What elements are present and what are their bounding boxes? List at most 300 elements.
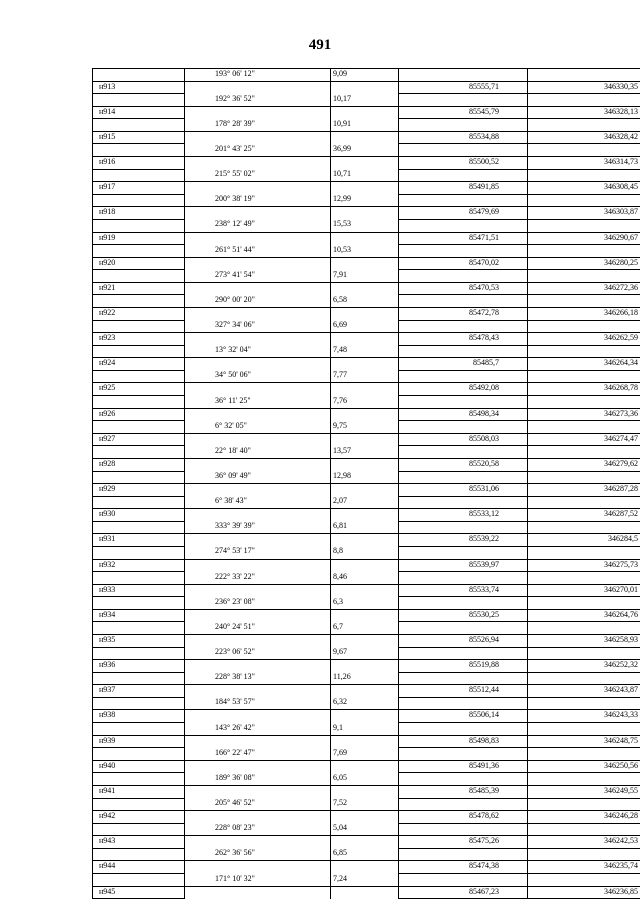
distance-cell: 9,1 xyxy=(331,723,399,736)
angle-cell: 143° 26' 42" xyxy=(185,723,331,736)
angle-cell: 184° 53' 57" xyxy=(185,697,331,710)
y-cell: 346280,25 xyxy=(528,257,640,270)
x-cell: 85539,22 xyxy=(399,534,528,547)
x-cell xyxy=(399,672,528,685)
point-cell: н942 xyxy=(93,811,185,824)
table-row xyxy=(93,811,640,824)
x-cell xyxy=(399,94,528,107)
distance-cell: 6,85 xyxy=(331,848,399,861)
y-cell: 346270,01 xyxy=(528,584,640,597)
table-row xyxy=(93,194,640,207)
angle-cell xyxy=(185,609,331,622)
table-row xyxy=(93,282,640,295)
angle-cell xyxy=(185,307,331,320)
point-cell: н937 xyxy=(93,685,185,698)
distance-cell: 10,53 xyxy=(331,245,399,258)
table-row xyxy=(93,471,640,484)
distance-cell xyxy=(331,861,399,874)
y-cell xyxy=(528,270,640,283)
table-row xyxy=(93,370,640,383)
table-row xyxy=(93,182,640,195)
table-row xyxy=(93,144,640,157)
y-cell: 346279,62 xyxy=(528,458,640,471)
table-row xyxy=(93,333,640,346)
table-row xyxy=(93,446,640,459)
y-cell: 346284,5 xyxy=(528,534,640,547)
y-cell: 346272,36 xyxy=(528,282,640,295)
distance-cell: 10,71 xyxy=(331,169,399,182)
distance-cell xyxy=(331,458,399,471)
table-row xyxy=(93,798,640,811)
x-cell xyxy=(399,119,528,132)
point-cell xyxy=(93,270,185,283)
point-cell xyxy=(93,798,185,811)
x-cell: 85498,34 xyxy=(399,408,528,421)
table-row xyxy=(93,723,640,736)
distance-cell xyxy=(331,257,399,270)
point-cell: н920 xyxy=(93,257,185,270)
x-cell: 85467,23 xyxy=(399,886,528,899)
point-cell xyxy=(93,94,185,107)
x-cell xyxy=(399,471,528,484)
x-cell: 85470,02 xyxy=(399,257,528,270)
distance-cell xyxy=(331,735,399,748)
point-cell xyxy=(93,723,185,736)
angle-cell xyxy=(185,106,331,119)
y-cell: 346258,93 xyxy=(528,635,640,648)
x-cell: 85491,85 xyxy=(399,182,528,195)
point-cell: н932 xyxy=(93,559,185,572)
point-cell: н928 xyxy=(93,458,185,471)
table-row xyxy=(93,773,640,786)
distance-cell xyxy=(331,207,399,220)
angle-cell: 13° 32' 04" xyxy=(185,345,331,358)
x-cell xyxy=(399,546,528,559)
distance-cell: 7,24 xyxy=(331,874,399,887)
angle-cell xyxy=(185,232,331,245)
x-cell xyxy=(399,69,528,82)
angle-cell: 22° 18' 40" xyxy=(185,446,331,459)
y-cell xyxy=(528,446,640,459)
point-cell xyxy=(93,169,185,182)
angle-cell xyxy=(185,534,331,547)
table-row xyxy=(93,131,640,144)
x-cell xyxy=(399,320,528,333)
table-row xyxy=(93,685,640,698)
distance-cell xyxy=(331,333,399,346)
point-cell: н934 xyxy=(93,609,185,622)
x-cell xyxy=(399,723,528,736)
x-cell xyxy=(399,169,528,182)
angle-cell: 236° 23' 08" xyxy=(185,597,331,610)
y-cell xyxy=(528,748,640,761)
x-cell: 85492,08 xyxy=(399,383,528,396)
y-cell: 346249,55 xyxy=(528,785,640,798)
x-cell: 85526,94 xyxy=(399,635,528,648)
y-cell xyxy=(528,622,640,635)
angle-cell xyxy=(185,710,331,723)
y-cell xyxy=(528,521,640,534)
distance-cell: 9,75 xyxy=(331,421,399,434)
angle-cell xyxy=(185,735,331,748)
y-cell: 346268,78 xyxy=(528,383,640,396)
angle-cell: 274° 53' 17" xyxy=(185,546,331,559)
x-cell xyxy=(399,622,528,635)
table-row xyxy=(93,383,640,396)
angle-cell xyxy=(185,458,331,471)
table-row xyxy=(93,534,640,547)
y-cell: 346242,53 xyxy=(528,836,640,849)
angle-cell xyxy=(185,207,331,220)
y-cell xyxy=(528,723,640,736)
y-cell: 346264,34 xyxy=(528,358,640,371)
distance-cell: 13,57 xyxy=(331,446,399,459)
x-cell: 85478,62 xyxy=(399,811,528,824)
table-row xyxy=(93,710,640,723)
x-cell: 85491,36 xyxy=(399,760,528,773)
point-cell xyxy=(93,370,185,383)
table-row xyxy=(93,697,640,710)
distance-cell: 6,3 xyxy=(331,597,399,610)
y-cell: 346328,42 xyxy=(528,131,640,144)
y-cell xyxy=(528,874,640,887)
x-cell xyxy=(399,572,528,585)
distance-cell xyxy=(331,182,399,195)
angle-cell xyxy=(185,358,331,371)
table-row xyxy=(93,546,640,559)
x-cell: 85471,51 xyxy=(399,232,528,245)
distance-cell xyxy=(331,383,399,396)
table-row xyxy=(93,836,640,849)
y-cell xyxy=(528,219,640,232)
point-cell xyxy=(93,119,185,132)
angle-cell xyxy=(185,861,331,874)
angle-cell xyxy=(185,408,331,421)
point-cell: н927 xyxy=(93,433,185,446)
y-cell xyxy=(528,245,640,258)
point-cell: н918 xyxy=(93,207,185,220)
table-row xyxy=(93,572,640,585)
angle-cell xyxy=(185,660,331,673)
distance-cell: 8,8 xyxy=(331,546,399,559)
table-row xyxy=(93,496,640,509)
table-row xyxy=(93,584,640,597)
point-cell: н924 xyxy=(93,358,185,371)
distance-cell xyxy=(331,635,399,648)
distance-cell xyxy=(331,559,399,572)
point-cell xyxy=(93,496,185,509)
distance-cell: 10,17 xyxy=(331,94,399,107)
point-cell xyxy=(93,446,185,459)
table-row xyxy=(93,69,640,82)
distance-cell xyxy=(331,509,399,522)
x-cell xyxy=(399,848,528,861)
distance-cell: 11,26 xyxy=(331,672,399,685)
x-cell xyxy=(399,874,528,887)
y-cell xyxy=(528,546,640,559)
table-row xyxy=(93,270,640,283)
y-cell xyxy=(528,848,640,861)
table-row xyxy=(93,358,640,371)
y-cell: 346274,47 xyxy=(528,433,640,446)
y-cell xyxy=(528,471,640,484)
x-cell: 85506,14 xyxy=(399,710,528,723)
table-row xyxy=(93,320,640,333)
angle-cell xyxy=(185,333,331,346)
angle-cell xyxy=(185,785,331,798)
distance-cell: 6,58 xyxy=(331,295,399,308)
y-cell xyxy=(528,194,640,207)
point-cell: н938 xyxy=(93,710,185,723)
table-row xyxy=(93,219,640,232)
point-cell: н931 xyxy=(93,534,185,547)
point-cell: н916 xyxy=(93,157,185,170)
point-cell: н926 xyxy=(93,408,185,421)
angle-cell: 36° 09' 49" xyxy=(185,471,331,484)
point-cell: н929 xyxy=(93,484,185,497)
x-cell: 85519,88 xyxy=(399,660,528,673)
x-cell: 85520,58 xyxy=(399,458,528,471)
distance-cell: 6,7 xyxy=(331,622,399,635)
page-number: 491 xyxy=(308,37,332,53)
point-cell xyxy=(93,345,185,358)
y-cell: 346248,75 xyxy=(528,735,640,748)
y-cell xyxy=(528,823,640,836)
angle-cell: 166° 22' 47" xyxy=(185,748,331,761)
point-cell: н919 xyxy=(93,232,185,245)
distance-cell xyxy=(331,131,399,144)
angle-cell: 290° 00' 20" xyxy=(185,295,331,308)
angle-cell xyxy=(185,131,331,144)
angle-cell xyxy=(185,836,331,849)
point-cell xyxy=(93,672,185,685)
y-cell xyxy=(528,496,640,509)
point-cell xyxy=(93,572,185,585)
table-row xyxy=(93,257,640,270)
distance-cell xyxy=(331,106,399,119)
y-cell: 346246,28 xyxy=(528,811,640,824)
point-cell: н945 xyxy=(93,886,185,899)
y-cell xyxy=(528,345,640,358)
angle-cell xyxy=(185,383,331,396)
y-cell xyxy=(528,144,640,157)
point-cell xyxy=(93,396,185,409)
angle-cell xyxy=(185,182,331,195)
distance-cell xyxy=(331,584,399,597)
y-cell xyxy=(528,672,640,685)
x-cell: 85500,52 xyxy=(399,157,528,170)
table-row xyxy=(93,345,640,358)
table-row xyxy=(93,748,640,761)
y-cell xyxy=(528,421,640,434)
angle-cell xyxy=(185,509,331,522)
y-cell: 346243,33 xyxy=(528,710,640,723)
table-row xyxy=(93,484,640,497)
y-cell xyxy=(528,697,640,710)
angle-cell: 327° 34' 06" xyxy=(185,320,331,333)
distance-cell xyxy=(331,836,399,849)
x-cell xyxy=(399,496,528,509)
table-row xyxy=(93,458,640,471)
table-row xyxy=(93,119,640,132)
point-cell xyxy=(93,521,185,534)
distance-cell xyxy=(331,609,399,622)
table-row xyxy=(93,245,640,258)
point-cell: н925 xyxy=(93,383,185,396)
angle-cell xyxy=(185,559,331,572)
distance-cell: 12,98 xyxy=(331,471,399,484)
x-cell: 85485,39 xyxy=(399,785,528,798)
x-cell xyxy=(399,823,528,836)
point-cell xyxy=(93,295,185,308)
distance-cell xyxy=(331,886,399,899)
table-row xyxy=(93,157,640,170)
distance-cell: 9,09 xyxy=(331,69,399,82)
y-cell xyxy=(528,597,640,610)
table-row xyxy=(93,169,640,182)
angle-cell xyxy=(185,433,331,446)
y-cell xyxy=(528,798,640,811)
table-row xyxy=(93,396,640,409)
table-row xyxy=(93,207,640,220)
y-cell: 346330,35 xyxy=(528,81,640,94)
table-row xyxy=(93,509,640,522)
distance-cell xyxy=(331,534,399,547)
distance-cell: 5,04 xyxy=(331,823,399,836)
distance-cell: 10,91 xyxy=(331,119,399,132)
y-cell xyxy=(528,69,640,82)
point-cell: н923 xyxy=(93,333,185,346)
point-cell: н941 xyxy=(93,785,185,798)
y-cell: 346262,59 xyxy=(528,333,640,346)
point-cell xyxy=(93,546,185,559)
angle-cell: 222° 33' 22" xyxy=(185,572,331,585)
y-cell xyxy=(528,295,640,308)
x-cell: 85470,53 xyxy=(399,282,528,295)
distance-cell: 7,52 xyxy=(331,798,399,811)
distance-cell xyxy=(331,408,399,421)
angle-cell: 215° 55' 02" xyxy=(185,169,331,182)
point-cell xyxy=(93,69,185,82)
angle-cell: 223° 06' 52" xyxy=(185,647,331,660)
distance-cell xyxy=(331,282,399,295)
y-cell: 346287,52 xyxy=(528,509,640,522)
x-cell xyxy=(399,144,528,157)
table-row xyxy=(93,307,640,320)
table-row xyxy=(93,622,640,635)
x-cell: 85472,78 xyxy=(399,307,528,320)
table-row xyxy=(93,94,640,107)
table-row xyxy=(93,295,640,308)
angle-cell xyxy=(185,257,331,270)
point-cell: н930 xyxy=(93,509,185,522)
point-cell: н935 xyxy=(93,635,185,648)
angle-cell xyxy=(185,886,331,899)
distance-cell: 7,48 xyxy=(331,345,399,358)
x-cell xyxy=(399,697,528,710)
table-row xyxy=(93,421,640,434)
distance-cell xyxy=(331,484,399,497)
distance-cell: 15,53 xyxy=(331,219,399,232)
distance-cell: 7,76 xyxy=(331,396,399,409)
x-cell: 85508,03 xyxy=(399,433,528,446)
distance-cell: 7,77 xyxy=(331,370,399,383)
table-row xyxy=(93,106,640,119)
x-cell: 85475,26 xyxy=(399,836,528,849)
point-cell xyxy=(93,194,185,207)
y-cell xyxy=(528,647,640,660)
point-cell: н922 xyxy=(93,307,185,320)
x-cell: 85545,79 xyxy=(399,106,528,119)
angle-cell: 6° 38' 43" xyxy=(185,496,331,509)
x-cell: 85474,38 xyxy=(399,861,528,874)
x-cell xyxy=(399,647,528,660)
angle-cell xyxy=(185,811,331,824)
point-cell: н940 xyxy=(93,760,185,773)
distance-cell: 2,07 xyxy=(331,496,399,509)
table-row xyxy=(93,609,640,622)
x-cell xyxy=(399,748,528,761)
coordinates-table-body xyxy=(93,69,640,899)
y-cell: 346264,76 xyxy=(528,609,640,622)
distance-cell xyxy=(331,660,399,673)
table-row xyxy=(93,433,640,446)
distance-cell: 8,46 xyxy=(331,572,399,585)
angle-cell: 201° 43' 25" xyxy=(185,144,331,157)
distance-cell: 9,67 xyxy=(331,647,399,660)
angle-cell: 228° 38' 13" xyxy=(185,672,331,685)
y-cell: 346252,32 xyxy=(528,660,640,673)
angle-cell xyxy=(185,81,331,94)
x-cell xyxy=(399,773,528,786)
angle-cell xyxy=(185,760,331,773)
distance-cell: 6,81 xyxy=(331,521,399,534)
angle-cell: 193° 06' 12" xyxy=(185,69,331,82)
y-cell: 346275,73 xyxy=(528,559,640,572)
table-row xyxy=(93,81,640,94)
distance-cell: 7,69 xyxy=(331,748,399,761)
y-cell: 346250,56 xyxy=(528,760,640,773)
point-cell xyxy=(93,823,185,836)
point-cell: н915 xyxy=(93,131,185,144)
angle-cell xyxy=(185,484,331,497)
y-cell: 346266,18 xyxy=(528,307,640,320)
x-cell: 85531,06 xyxy=(399,484,528,497)
table-row xyxy=(93,760,640,773)
angle-cell: 205° 46' 52" xyxy=(185,798,331,811)
point-cell xyxy=(93,848,185,861)
x-cell xyxy=(399,194,528,207)
angle-cell: 171° 10' 32" xyxy=(185,874,331,887)
angle-cell: 273° 41' 54" xyxy=(185,270,331,283)
table-row xyxy=(93,848,640,861)
point-cell xyxy=(93,622,185,635)
angle-cell: 238° 12' 49" xyxy=(185,219,331,232)
x-cell xyxy=(399,219,528,232)
x-cell xyxy=(399,597,528,610)
angle-cell xyxy=(185,157,331,170)
x-cell: 85530,25 xyxy=(399,609,528,622)
x-cell xyxy=(399,521,528,534)
point-cell: н933 xyxy=(93,584,185,597)
y-cell xyxy=(528,773,640,786)
y-cell: 346273,36 xyxy=(528,408,640,421)
x-cell xyxy=(399,245,528,258)
table-row xyxy=(93,672,640,685)
table-row xyxy=(93,408,640,421)
x-cell xyxy=(399,345,528,358)
table-row xyxy=(93,521,640,534)
